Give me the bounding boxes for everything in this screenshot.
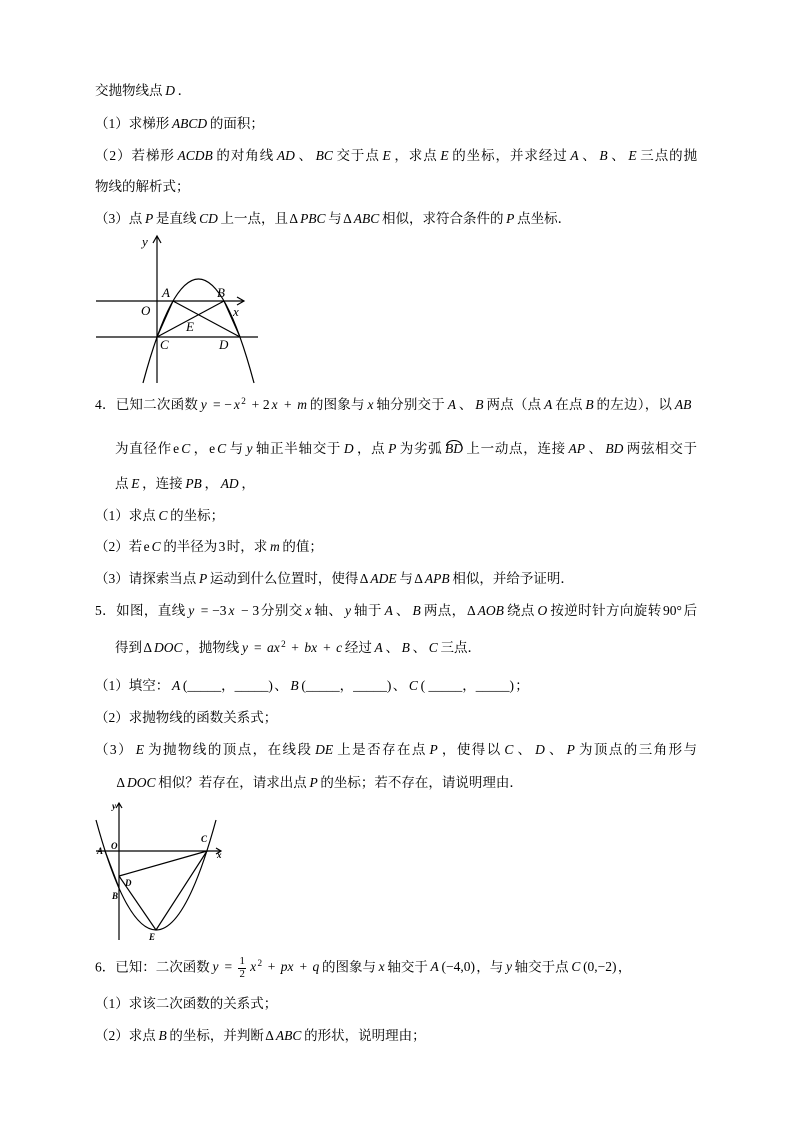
text-run: ，抛物线 (185, 640, 240, 655)
problem-5-question-3-continued (115, 773, 523, 793)
math-variable: bx (304, 640, 318, 655)
text-run: ， (617, 959, 632, 975)
math-variable: PB (185, 476, 202, 491)
text-run: 相似，并给予证明． (452, 571, 574, 586)
math-variable: AD (276, 148, 295, 163)
math-symbol: Δ (466, 603, 476, 618)
text-run: 、 (547, 742, 564, 757)
text-run: 的坐标；若不存在，请说明理由． (320, 775, 523, 790)
text-run: ； (515, 678, 529, 693)
math-variable: P (144, 211, 154, 226)
math-variable: AB (674, 397, 692, 412)
arc-notation: BD (445, 439, 463, 459)
fraction-denominator: 2 (239, 967, 245, 980)
math-variable: y (212, 959, 219, 975)
text-run: 的值； (282, 539, 323, 554)
text-run: 在点 (555, 397, 583, 412)
text-run: 轴正半轴交于 (255, 441, 342, 456)
math-variable: CD (199, 211, 218, 226)
text-run: ，使得以 (440, 742, 502, 757)
math-symbol: + (287, 640, 303, 655)
text-run: （3）点 (95, 211, 143, 226)
math-variable: C (158, 508, 168, 523)
text-run: 时，求 (226, 539, 268, 554)
math-variable: q (312, 959, 320, 975)
math-variable: ABC (353, 211, 380, 226)
text-run: 、 (587, 441, 603, 456)
math-variable: B (158, 1028, 167, 1043)
math-variable: A (447, 397, 456, 412)
math-variable: B (412, 603, 421, 618)
math-variable: DOC (127, 775, 156, 790)
figure-2-parabola-triangle (92, 798, 227, 948)
text-run: 经过 (344, 640, 372, 655)
math-variable: y (344, 603, 351, 618)
problem-3-question-1 (95, 114, 264, 134)
math-variable: m (269, 539, 280, 554)
math-variable: C (428, 640, 438, 655)
label-e: E (149, 932, 156, 942)
math-symbol: Δ (414, 571, 423, 586)
problem-5-statement-continued (115, 638, 481, 658)
text-run: 是直线 (155, 211, 197, 226)
text-run: ，连接 (142, 476, 183, 491)
math-symbol: 3 (218, 539, 226, 554)
text-run: 、 (274, 678, 288, 693)
fraction (238, 956, 245, 981)
math-variable: x (378, 959, 385, 975)
math-symbol: (0,−2) (583, 959, 617, 975)
text-run: 按逆时针方向旋转 (549, 603, 662, 618)
math-symbol: e (209, 441, 216, 456)
label-b: B (112, 891, 119, 901)
math-variable: ax (267, 640, 280, 655)
label-a: A (162, 285, 170, 300)
text-run: 为直径作 (115, 441, 172, 456)
label-d: D (125, 878, 132, 888)
math-variable: BD (605, 441, 624, 456)
text-run: （1）求点 (95, 508, 156, 523)
text-run: （3） (95, 742, 134, 757)
text-run: 绕点 (506, 603, 535, 618)
text-run: 后 (683, 603, 698, 618)
math-variable: D (535, 742, 545, 757)
math-variable: m (297, 397, 307, 412)
problem-4-statement-continued (115, 439, 697, 459)
text-run: 为顶点的三角形与 (577, 742, 698, 757)
problem-5-statement (95, 601, 697, 621)
text-run: 上一动点，连接 (465, 441, 566, 456)
math-variable: y (246, 441, 253, 456)
text-run: 轴交于点 (514, 959, 569, 975)
math-symbol: Δ (289, 211, 299, 226)
problem-5-question-1 (95, 676, 529, 696)
math-variable: PBC (300, 211, 326, 226)
math-variable: y (241, 640, 248, 655)
text-run: ，点 (356, 441, 386, 456)
math-symbol: = −3 (196, 603, 227, 618)
text-run: 运动到什么位置时，使得 (209, 571, 359, 586)
math-variable: px (280, 959, 294, 975)
math-variable: C (181, 441, 191, 456)
math-symbol: + (264, 959, 279, 975)
math-variable: D (165, 83, 175, 98)
text-run: （3）请探索当点 (95, 571, 197, 586)
math-variable: B (599, 148, 608, 163)
math-variable: ACDB (177, 148, 213, 163)
math-variable: P (198, 571, 208, 586)
math-variable: A (171, 678, 181, 693)
math-variable: DOC (154, 640, 183, 655)
math-variable: E (628, 148, 637, 163)
text-run: 两点（点 (486, 397, 542, 412)
math-variable: x (250, 959, 257, 975)
math-variable: DE (315, 742, 334, 757)
math-variable: c (336, 640, 343, 655)
text-run: 6．已知：二次函数 (95, 959, 210, 975)
math-variable: A (570, 148, 579, 163)
text-run: 5．如图，直线 (95, 603, 186, 618)
text-run: 、 (395, 603, 410, 618)
text-run: ，求点 (393, 148, 438, 163)
text-run: （2）求抛物线的函数关系式； (95, 710, 278, 725)
text-run: 交抛物线点 (95, 83, 163, 98)
math-variable: D (343, 441, 354, 456)
label-y: y (112, 801, 116, 811)
math-symbol: = − (209, 397, 232, 412)
text-run: 的坐标，并判断 (169, 1028, 264, 1043)
text-run: ，与 (476, 959, 504, 975)
problem-4-statement (95, 395, 694, 415)
text-run: 轴分别交于 (376, 397, 446, 412)
problem-6-question-2 (95, 1026, 426, 1046)
math-variable: B (585, 397, 594, 412)
math-variable: C (408, 678, 418, 693)
math-variable: P (566, 742, 575, 757)
math-variable: C (571, 959, 581, 975)
math-symbol: + (280, 397, 296, 412)
problem-4-question-3 (95, 569, 574, 589)
text-run: 的坐标，并求经过 (451, 148, 568, 163)
math-variable: P (506, 211, 515, 226)
math-variable: O (537, 603, 548, 618)
text-run: 轴交于 (387, 959, 428, 975)
text-run: 与 (399, 571, 413, 586)
text-run: 上是否存在点 (335, 742, 427, 757)
label-o: O (141, 303, 151, 318)
math-variable: A (544, 397, 553, 412)
math-variable: C (217, 441, 227, 456)
label-b: B (217, 285, 225, 300)
math-variable: AOB (477, 603, 504, 618)
text-run: （2）若 (95, 539, 143, 554)
math-variable: y (188, 603, 195, 618)
text-run: 的对角线 (215, 148, 275, 163)
math-variable: P (429, 742, 438, 757)
math-variable: E (131, 476, 140, 491)
math-symbol: 90° (662, 603, 682, 618)
math-variable: E (382, 148, 391, 163)
label-d: D (219, 337, 229, 352)
text-run: 得到 (115, 640, 142, 655)
math-variable: y (505, 959, 512, 975)
text-run: ， (192, 441, 208, 456)
problem-6-statement (95, 955, 632, 980)
problem-3-question-2 (95, 146, 697, 166)
figure-1-parabola-trapezoid (90, 228, 265, 388)
math-variable: ABC (275, 1028, 302, 1043)
math-symbol: + (319, 640, 335, 655)
text-run: ， (204, 476, 218, 491)
superscript: 2 (281, 638, 286, 649)
math-variable: E (440, 148, 449, 163)
text-run: 、 (412, 640, 427, 655)
math-variable: C (151, 539, 161, 554)
text-run: 为劣弧 (399, 441, 443, 456)
math-symbol: Δ (265, 1028, 274, 1043)
math-variable: APB (424, 571, 450, 586)
problem-3-question-3 (95, 209, 571, 229)
text-run: 的半径为 (163, 539, 218, 554)
math-symbol: e (143, 539, 150, 554)
math-variable: y (200, 397, 207, 412)
text-run: 与 (228, 441, 244, 456)
text-run: 、 (458, 397, 473, 412)
math-variable: ABCD (171, 116, 208, 131)
text-run: 相似？若存在，请求出点 (158, 775, 307, 790)
text-run: 与 (328, 211, 342, 226)
math-variable: A (374, 640, 383, 655)
math-variable: A (384, 603, 393, 618)
text-run: 两弦相交于 (626, 441, 698, 456)
text-run: 点 (115, 476, 129, 491)
math-variable: x (305, 603, 312, 618)
line-ab (105, 851, 119, 888)
label-y: y (142, 234, 148, 249)
label-x: x (233, 304, 239, 319)
math-variable: x (228, 603, 235, 618)
text-run: 物线的解析式； (95, 179, 190, 194)
math-variable: C (504, 742, 514, 757)
text-run: 、 (581, 148, 597, 163)
text-run: 的图象与 (321, 959, 376, 975)
text-run: 的左边），以 (596, 397, 673, 412)
text-run: 4．已知二次函数 (95, 397, 199, 412)
text-run: （2）若梯形 (95, 148, 175, 163)
segment-ac (157, 301, 173, 337)
label-x: x (217, 850, 222, 860)
text-run: 、 (516, 742, 533, 757)
text-run: 轴、 (314, 603, 343, 618)
math-symbol: e (173, 441, 180, 456)
math-symbol: + 2 (248, 397, 270, 412)
math-variable: BC (315, 148, 333, 163)
text-run: 两点， (423, 603, 466, 618)
math-variable: AP (568, 441, 586, 456)
math-variable: B (290, 678, 299, 693)
text-run: ， (241, 476, 255, 491)
label-c: C (201, 834, 208, 844)
text-run: 三点的抛 (639, 148, 698, 163)
text-run: 、 (385, 640, 399, 655)
text-run: 的坐标； (170, 508, 225, 523)
text-run: 分别交 (260, 603, 303, 618)
label-a: A (97, 846, 104, 856)
text-run: 的面积； (209, 116, 264, 131)
text-run: 为抛物线的顶点，在线段 (146, 742, 313, 757)
math-symbol: (_____，_____) (182, 678, 273, 693)
math-symbol: Δ (359, 571, 369, 586)
problem-3-question-2-continued (95, 177, 190, 197)
text-run: 轴于 (353, 603, 382, 618)
text-run: 、 (297, 148, 313, 163)
fraction-numerator: 1 (239, 955, 245, 967)
math-variable: B (401, 640, 410, 655)
label-c: C (160, 337, 169, 352)
math-symbol: − 3 (237, 603, 260, 618)
text-run: （1）求该二次函数的关系式； (95, 996, 278, 1011)
text-run: 三点． (440, 640, 481, 655)
text-run: （2）求点 (95, 1028, 156, 1043)
problem-5-question-2 (95, 708, 277, 728)
problem-4-question-1 (95, 506, 224, 526)
text-run: 相似，求符合条件的 (381, 211, 504, 226)
text-run: 、 (610, 148, 626, 163)
math-variable: x (367, 397, 374, 412)
problem-5-question-3 (95, 740, 697, 760)
math-symbol: + (296, 959, 311, 975)
text-run: 交于点 (335, 148, 380, 163)
math-variable: x (271, 397, 278, 412)
text-run: ． (177, 83, 192, 98)
text-run: 点坐标． (517, 211, 572, 226)
math-symbol: ( _____，_____) (420, 678, 514, 693)
math-symbol: (−4,0) (441, 959, 475, 975)
math-variable: P (388, 441, 397, 456)
text-run: （1）填空： (95, 678, 170, 693)
problem-4-statement-end (115, 474, 255, 494)
problem-3-text-line (95, 81, 191, 101)
math-symbol: (_____，_____) (301, 678, 392, 693)
math-variable: ADE (370, 571, 397, 586)
text-run: 、 (392, 678, 407, 693)
math-symbol: Δ (343, 211, 352, 226)
text-run: 的图象与 (309, 397, 365, 412)
math-variable: x (233, 397, 240, 412)
superscript: 2 (257, 957, 263, 968)
diagonal-ad (173, 301, 240, 337)
superscript: 2 (241, 395, 246, 406)
math-variable: E (135, 742, 144, 757)
math-symbol: Δ (143, 640, 153, 655)
math-symbol: = (221, 959, 236, 975)
text-run: 上一点，且 (220, 211, 289, 226)
text-run: （1）求梯形 (95, 116, 170, 131)
problem-6-question-1 (95, 994, 277, 1014)
math-symbol: Δ (116, 775, 126, 790)
text-run: 的形状，说明理由； (304, 1028, 426, 1043)
label-o: O (111, 841, 118, 851)
problem-4-question-2 (95, 537, 323, 557)
math-variable: P (309, 775, 318, 790)
math-variable: A (430, 959, 439, 975)
math-variable: AD (220, 476, 239, 491)
label-e: E (186, 319, 194, 334)
math-variable: B (475, 397, 484, 412)
math-symbol: = (250, 640, 265, 655)
